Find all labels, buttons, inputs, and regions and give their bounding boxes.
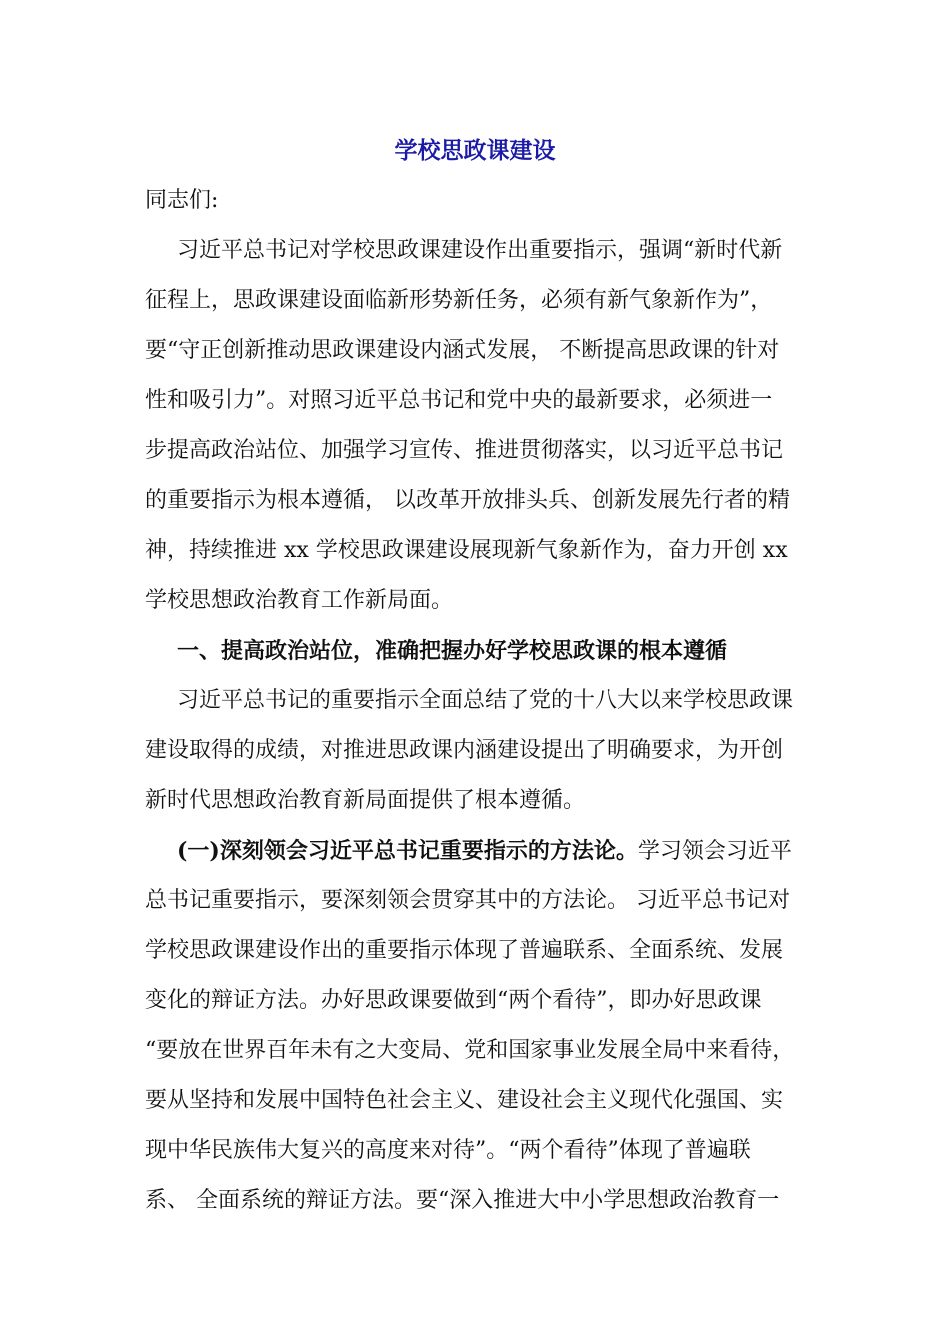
paragraph-line: 习近平总书记对学校思政课建设作出重要指示，强调“新时代新 [177, 238, 783, 263]
paragraph-line: 步提高政治站位、加强学习宣传、推进贯彻落实，以习近平总书记 [145, 438, 784, 463]
document-title: 学校思政课建设 [394, 137, 556, 164]
paragraph-line: 学校思政课建设作出的重要指示体现了普遍联系、全面系统、发展 [145, 938, 784, 963]
paragraph-line: 建设取得的成绩，对推进思政课内涵建设提出了明确要求，为开创 [145, 738, 784, 763]
paragraph-line: 新时代思想政治教育新局面提供了根本遵循。 [145, 788, 586, 813]
paragraph-line: “要放在世界百年未有之大变局、党和国家事业发展全局中来看待， [145, 1038, 795, 1063]
paragraph-line: 要从坚持和发展中国特色社会主义、建设社会主义现代化强国、实 [145, 1088, 784, 1113]
paragraph-line: 变化的辩证方法。办好思政课要做到“两个看待”，即办好思政课 [145, 988, 762, 1013]
subsection-heading: (一)深刻领会习近平总书记重要指示的方法论。 [177, 838, 638, 864]
paragraph-line: 系、 全面系统的辩证方法。要“深入推进大中小学思想政治教育一 [145, 1188, 780, 1213]
section-heading: 一、提高政治站位，准确把握办好学校思政课的根本遵循 [177, 638, 728, 664]
paragraph-line: 要“守正创新推动思政课建设内涵式发展， 不断提高思政课的针对 [145, 338, 780, 363]
paragraph-line [177, 836, 792, 867]
paragraph-line: 神，持续推进 xx 学校思政课建设展现新气象新作为，奋力开创 xx [145, 538, 788, 563]
paragraph-line: 学校思想政治教育工作新局面。 [145, 588, 454, 613]
paragraph-line: 现中华民族伟大复兴的高度来对待”。“两个看待”体现了普遍联 [145, 1138, 751, 1163]
paragraph-line: 性和吸引力”。对照习近平总书记和党中央的最新要求，必须进一 [145, 388, 773, 413]
paragraph-line: 征程上，思政课建设面临新形势新任务，必须有新气象新作为”， [145, 288, 773, 313]
salutation: 同志们: [145, 188, 219, 213]
paragraph-line: 习近平总书记的重要指示全面总结了党的十八大以来学校思政课 [177, 688, 794, 713]
paragraph-text: 学习领会习近平 [637, 839, 792, 864]
paragraph-line: 总书记重要指示，要深刻领会贯穿其中的方法论。 习近平总书记对 [145, 888, 790, 913]
paragraph-line: 的重要指示为根本遵循， 以改革开放排头兵、创新发展先行者的精 [145, 488, 790, 513]
